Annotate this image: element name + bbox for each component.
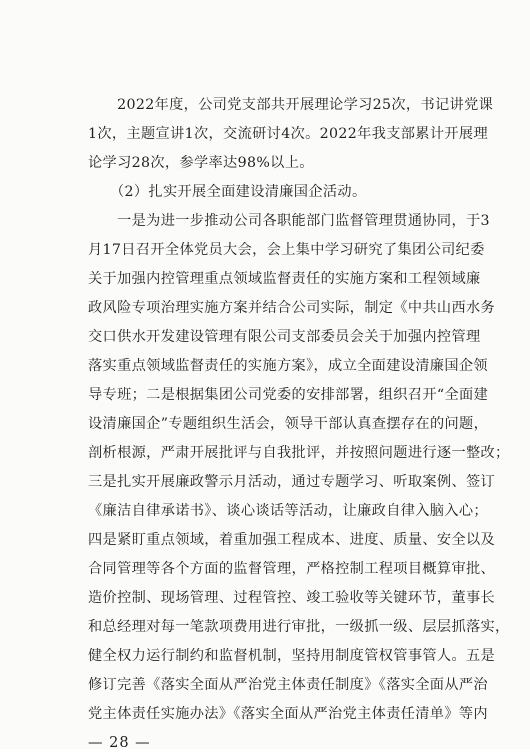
paragraph-line: 合同管理等各个方面的监督管理，严格控制工程项目概算审批、	[88, 561, 496, 577]
paragraph-line: 造价控制、现场管理、过程管控、竣工验收等关键环节，董事长	[88, 590, 496, 606]
paragraph-line: 导专班；二是根据集团公司党委的安排部署，组织召开“全面建	[88, 387, 489, 403]
paragraph-line: 四是紧盯重点领域，着重加强工程成本、进度、质量、安全以及	[88, 532, 496, 548]
paragraph-line: 设清廉国企”专题组织生活会，领导干部认真查摆存在的问题，	[88, 416, 489, 432]
paragraph-line: 落实重点领域监督责任的实施方案》，成立全面建设清廉国企领	[88, 358, 488, 374]
paragraph-line: 论学习28次，参学率达98%以上。	[88, 155, 314, 171]
paragraph-line: 2022年度，公司党支部共开展理论学习25次，书记讲党课	[88, 97, 494, 113]
paragraph-line: 健全权力运行制约和监督机制，坚持用制度管权管事管人。五是	[88, 648, 496, 664]
paragraph-line: 三是扎实开展廉政警示月活动，通过专题学习、听取案例、签订	[88, 474, 496, 490]
paragraph-line: 党主体责任实施办法》《落实全面从严治党主体责任清单》等内	[88, 706, 488, 722]
paragraph-line: 交口供水开发建设管理有限公司支部委员会关于加强内控管理	[88, 329, 481, 345]
paragraph-line: 剖析根源，严肃开展批评与自我批评，并按照问题进行逐一整改；	[88, 445, 510, 461]
paragraph-line: 1次，主题宣讲1次，交流研讨4次。2022年我支部累计开展理	[88, 126, 488, 142]
paragraph-line: 关于加强内控管理重点领域监督责任的实施方案和工程领域廉	[88, 271, 481, 287]
paragraph-line: 月17日召开全体党员大会，会上集中学习研究了集团公司纪委	[88, 242, 485, 258]
paragraph-line: 修订完善《落实全面从严治党主体责任制度》《落实全面从严治	[88, 677, 488, 693]
paragraph-line: 和总经理对每一笔款项费用进行审批，一级抓一级、层层抓落实，	[88, 619, 510, 635]
paragraph-line: 政风险专项治理实施方案并结合公司实际，制定《中共山西水务	[88, 300, 496, 316]
page-number: — 28 —	[88, 735, 151, 751]
paragraph-line: 《廉洁自律承诺书》、谈心谈话等活动，让廉政自律入脑入心；	[88, 503, 488, 519]
section-heading: （2）扎实开展全面建设清廉国企活动。	[88, 184, 367, 200]
paragraph-line: 一是为进一步推动公司各职能部门监督管理贯通协同，于3	[88, 213, 490, 229]
